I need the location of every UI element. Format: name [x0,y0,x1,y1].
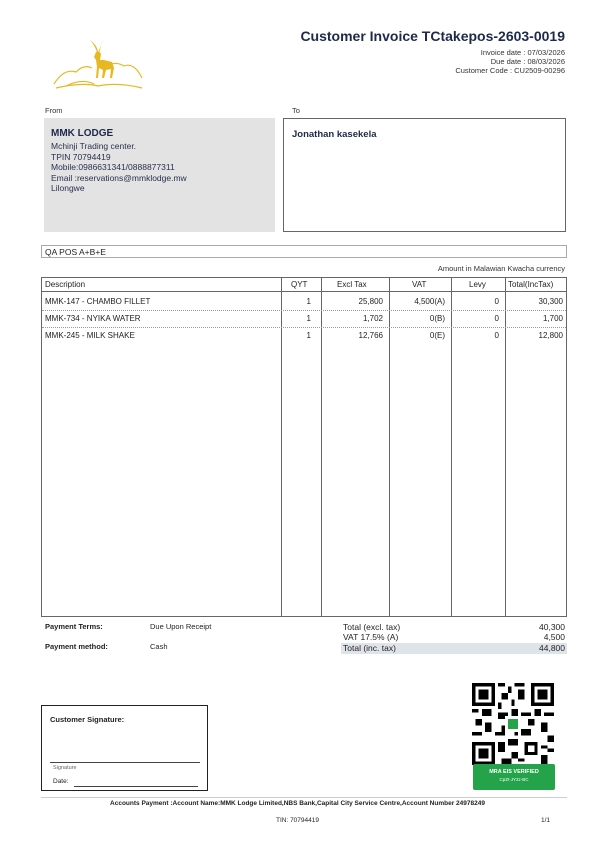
footer-divider [41,797,567,798]
header-vat: VAT [412,280,427,289]
table-row [42,294,566,311]
date-label: Date: [53,778,69,785]
invoice-date: Invoice date : 07/03/2026 [480,48,565,57]
item-vat: 0(E) [429,331,445,340]
item-levy: 0 [494,331,499,340]
badge-code: CpZI-JY2z-BC [499,777,529,782]
sender-city: Lilongwe [51,183,85,193]
payment-method-label: Payment method: [45,642,108,651]
currency-note: Amount in Malawian Kwacha currency [437,264,565,273]
item-excl-tax: 12,766 [358,331,383,340]
item-total: 1,700 [542,314,563,323]
verification-badge [473,764,555,790]
invoice-title: Customer Invoice TCtakepos-2603-0019 [300,28,565,44]
payment-terms-value: Due Upon Receipt [150,622,212,631]
item-vat: 4,500(A) [414,297,445,306]
signature-box [41,705,208,791]
vat-value: 4,500 [543,632,565,642]
table-header [42,278,566,292]
total-excl-tax-value: 40,300 [539,622,565,632]
due-date: Due date : 08/03/2026 [490,57,565,66]
vat-label: VAT 17.5% (A) [343,632,399,642]
item-total: 12,800 [538,331,563,340]
total-inc-tax-label: Total (inc. tax) [343,643,396,653]
antelope-logo-icon [52,38,144,93]
from-label: From [45,106,63,115]
items-table [41,277,567,617]
sender-name: MMK LODGE [51,128,114,139]
header-description: Description [45,280,86,289]
footer-tin: TIN: 70794419 [275,817,319,824]
reference-line: QA POS A+B+E [41,245,567,258]
total-inc-tax-value: 44,800 [539,643,565,653]
page-number: 1/1 [540,817,550,824]
to-box [283,118,566,232]
date-line[interactable] [74,786,198,787]
sender-tpin: TPIN 70794419 [51,151,111,162]
item-qty: 1 [306,331,311,340]
signature-title: Customer Signature: [50,715,125,724]
item-levy: 0 [494,314,499,323]
header-excl-tax: Excl Tax [337,280,367,289]
qr-code-icon [472,683,554,765]
vat-row [341,632,567,642]
sender-email: Email :reservations@mmklodge.mw [51,172,187,183]
item-total: 30,300 [538,297,563,306]
signature-label: Signature [53,765,77,771]
header-levy: Levy [469,280,486,289]
customer-code: Customer Code : CU2509-00296 [455,66,565,75]
item-vat: 0(B) [429,314,445,323]
from-box [44,118,275,232]
item-description: MMK-147 - CHAMBO FILLET [45,297,151,306]
to-label: To [292,106,300,115]
badge-title: MRA EIS VERIFIED [489,769,539,775]
signature-line[interactable] [50,762,200,763]
item-levy: 0 [494,297,499,306]
item-excl-tax: 25,800 [358,297,383,306]
item-qty: 1 [306,297,311,306]
item-description: MMK-245 - MILK SHAKE [45,331,135,340]
recipient-name: Jonathan kasekela [292,129,377,140]
table-row [42,328,566,344]
header-qty: QYT [291,280,308,289]
item-excl-tax: 1,702 [362,314,383,323]
total-excl-tax-row [341,622,567,632]
table-row [42,311,566,328]
sender-mobile: Mobile:0986631341/0888877311 [51,162,175,172]
total-excl-tax-label: Total (excl. tax) [343,622,401,632]
account-details: Accounts Payment :Account Name:MMK Lodge Limited,NBS Bank,Capital City Service Centre,Account Number 24978249 [110,800,485,807]
total-inc-tax-row [341,643,567,654]
sender-address: Mchinji Trading center. [51,141,137,151]
item-description: MMK-734 - NYIKA WATER [45,314,141,323]
payment-method-value: Cash [150,642,168,651]
item-qty: 1 [306,314,311,323]
payment-terms-label: Payment Terms: [45,622,103,631]
header-total: Total(IncTax) [508,280,554,289]
